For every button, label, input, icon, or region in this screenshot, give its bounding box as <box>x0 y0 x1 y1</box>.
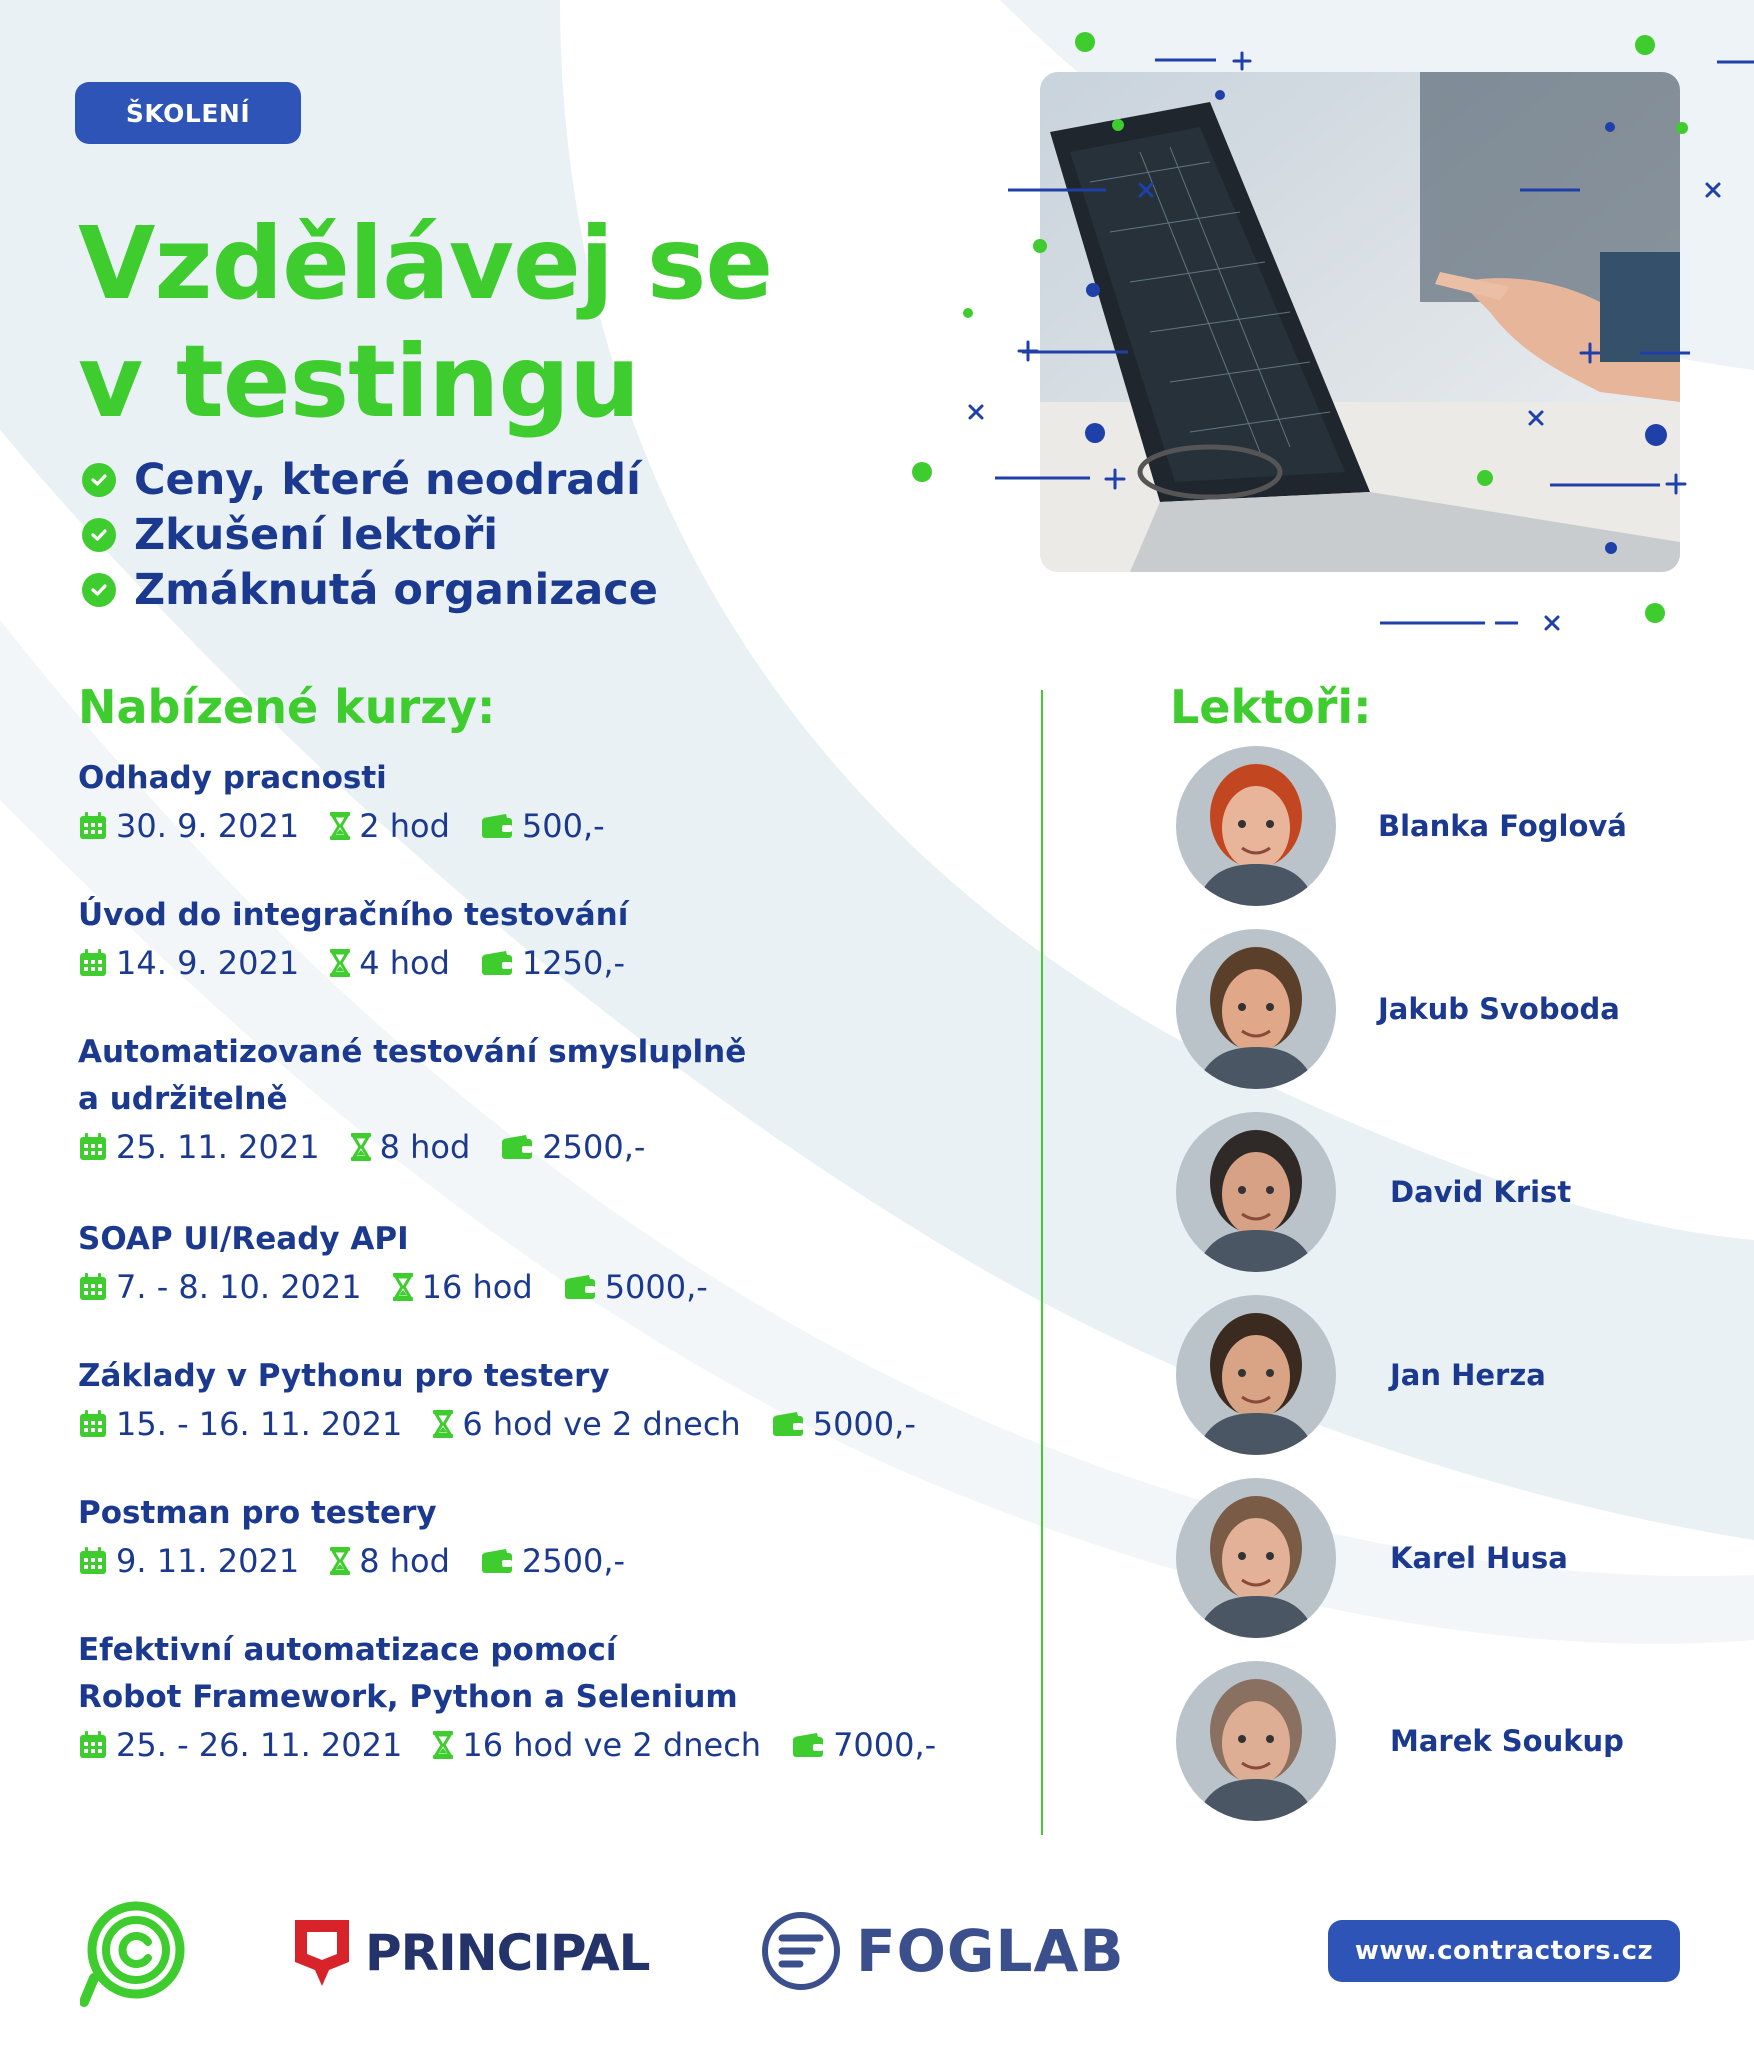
course-name: Odhady pracnosti <box>78 760 387 796</box>
course-date: 25. 11. 2021 <box>116 1128 320 1166</box>
course-date: 7. - 8. 10. 2021 <box>116 1268 362 1306</box>
calendar-icon <box>78 1409 108 1439</box>
course-duration: 2 hod <box>359 807 450 845</box>
benefit-label: Zmáknutá organizace <box>134 564 658 615</box>
hourglass-icon <box>350 1132 372 1162</box>
course-duration: 8 hod <box>359 1542 450 1580</box>
lector-name: Jan Herza <box>1390 1358 1546 1392</box>
courses-title: Nabízené kurzy: <box>78 680 496 734</box>
contractors-logo <box>80 1898 190 2008</box>
lector-item <box>1176 929 1620 1089</box>
course-item <box>78 1029 746 1171</box>
course-date: 30. 9. 2021 <box>116 807 300 845</box>
course-name: SOAP UI/Ready API <box>78 1221 409 1257</box>
course-name: Postman pro testery <box>78 1495 437 1531</box>
website-link-button[interactable]: www.contractors.cz <box>1328 1920 1680 1982</box>
course-duration: 6 hod ve 2 dnech <box>462 1405 741 1443</box>
foglab-wordmark: FOGLAB <box>856 1917 1125 1985</box>
course-date: 9. 11. 2021 <box>116 1542 300 1580</box>
wallet-icon <box>480 1547 514 1575</box>
course-name: Automatizované testování smysluplně <box>78 1034 747 1070</box>
course-meta <box>78 1537 625 1585</box>
calendar-icon <box>78 1132 108 1162</box>
lector-name: Jakub Svoboda <box>1378 992 1620 1026</box>
principal-shield-icon <box>293 1918 351 1988</box>
check-circle-icon <box>82 518 116 552</box>
course-duration: 4 hod <box>359 944 450 982</box>
headline-line-2: v testingu <box>78 323 640 440</box>
course-item <box>78 1353 916 1448</box>
wallet-icon <box>791 1731 825 1759</box>
course-item <box>78 755 605 850</box>
lector-item <box>1176 1112 1571 1272</box>
decorative-shapes <box>900 20 1754 650</box>
lector-name: Karel Husa <box>1390 1541 1568 1575</box>
lector-item <box>1176 746 1627 906</box>
benefit-label: Ceny, které neodradí <box>134 454 641 505</box>
lector-item <box>1176 1478 1568 1638</box>
lector-item <box>1176 1661 1624 1821</box>
course-meta <box>78 1400 916 1448</box>
calendar-icon <box>78 948 108 978</box>
calendar-icon <box>78 811 108 841</box>
wallet-icon <box>480 949 514 977</box>
hourglass-icon <box>329 948 351 978</box>
course-name: a udržitelně <box>78 1081 288 1117</box>
lector-name: Blanka Foglová <box>1378 809 1627 843</box>
principal-wordmark: PRINCIPAL <box>365 1924 650 1982</box>
course-item <box>78 1490 625 1585</box>
wallet-icon <box>563 1273 597 1301</box>
course-price: 5000,- <box>812 1405 916 1443</box>
foglab-emblem-icon <box>760 1910 842 1992</box>
lector-avatar <box>1176 746 1336 906</box>
course-meta <box>78 939 628 987</box>
lector-name: Marek Soukup <box>1390 1724 1624 1758</box>
course-price: 5000,- <box>604 1268 708 1306</box>
course-meta <box>78 1721 936 1769</box>
calendar-icon <box>78 1730 108 1760</box>
course-date: 15. - 16. 11. 2021 <box>116 1405 403 1443</box>
hourglass-icon <box>392 1272 414 1302</box>
benefit-label: Zkušení lektoři <box>134 509 499 560</box>
calendar-icon <box>78 1546 108 1576</box>
course-duration: 16 hod ve 2 dnech <box>462 1726 762 1764</box>
wallet-icon <box>480 812 514 840</box>
course-price: 500,- <box>521 807 605 845</box>
course-duration: 8 hod <box>379 1128 471 1166</box>
hourglass-icon <box>432 1409 454 1439</box>
benefit-item <box>82 562 658 617</box>
course-item <box>78 892 628 987</box>
course-meta <box>78 1123 746 1171</box>
course-name: Robot Framework, Python a Selenium <box>78 1679 738 1715</box>
course-duration: 16 hod <box>421 1268 533 1306</box>
course-price: 7000,- <box>833 1726 937 1764</box>
lectors-title: Lektoři: <box>1170 680 1372 734</box>
course-price: 1250,- <box>521 944 626 982</box>
course-price: 2500,- <box>542 1128 646 1166</box>
lector-avatar <box>1176 1478 1336 1638</box>
category-badge: ŠKOLENÍ <box>75 82 301 144</box>
wallet-icon <box>500 1133 534 1161</box>
lector-name: David Krist <box>1390 1175 1572 1209</box>
course-item <box>78 1216 708 1311</box>
headline-line-1: Vzdělávej se <box>78 205 773 322</box>
headline <box>78 205 772 441</box>
lector-avatar <box>1176 1661 1336 1821</box>
check-circle-icon <box>82 573 116 607</box>
course-date: 14. 9. 2021 <box>116 944 300 982</box>
hourglass-icon <box>329 811 351 841</box>
column-divider <box>1041 690 1043 1835</box>
hourglass-icon <box>432 1730 454 1760</box>
principal-logo <box>293 1918 650 1988</box>
lector-avatar <box>1176 1295 1336 1455</box>
course-item <box>78 1627 936 1769</box>
calendar-icon <box>78 1272 108 1302</box>
lector-avatar <box>1176 929 1336 1089</box>
course-meta <box>78 802 605 850</box>
course-price: 2500,- <box>521 1542 626 1580</box>
lector-avatar <box>1176 1112 1336 1272</box>
course-date: 25. - 26. 11. 2021 <box>116 1726 403 1764</box>
lector-item <box>1176 1295 1546 1455</box>
wallet-icon <box>771 1410 805 1438</box>
course-name: Úvod do integračního testování <box>78 897 629 933</box>
benefit-item <box>82 507 658 562</box>
benefit-item <box>82 452 658 507</box>
course-name: Základy v Pythonu pro testery <box>78 1358 610 1394</box>
course-name: Efektivní automatizace pomocí <box>78 1632 617 1668</box>
hourglass-icon <box>329 1546 351 1576</box>
foglab-logo <box>760 1910 1125 1992</box>
check-circle-icon <box>82 463 116 497</box>
course-meta <box>78 1263 708 1311</box>
benefits-list <box>82 452 658 617</box>
